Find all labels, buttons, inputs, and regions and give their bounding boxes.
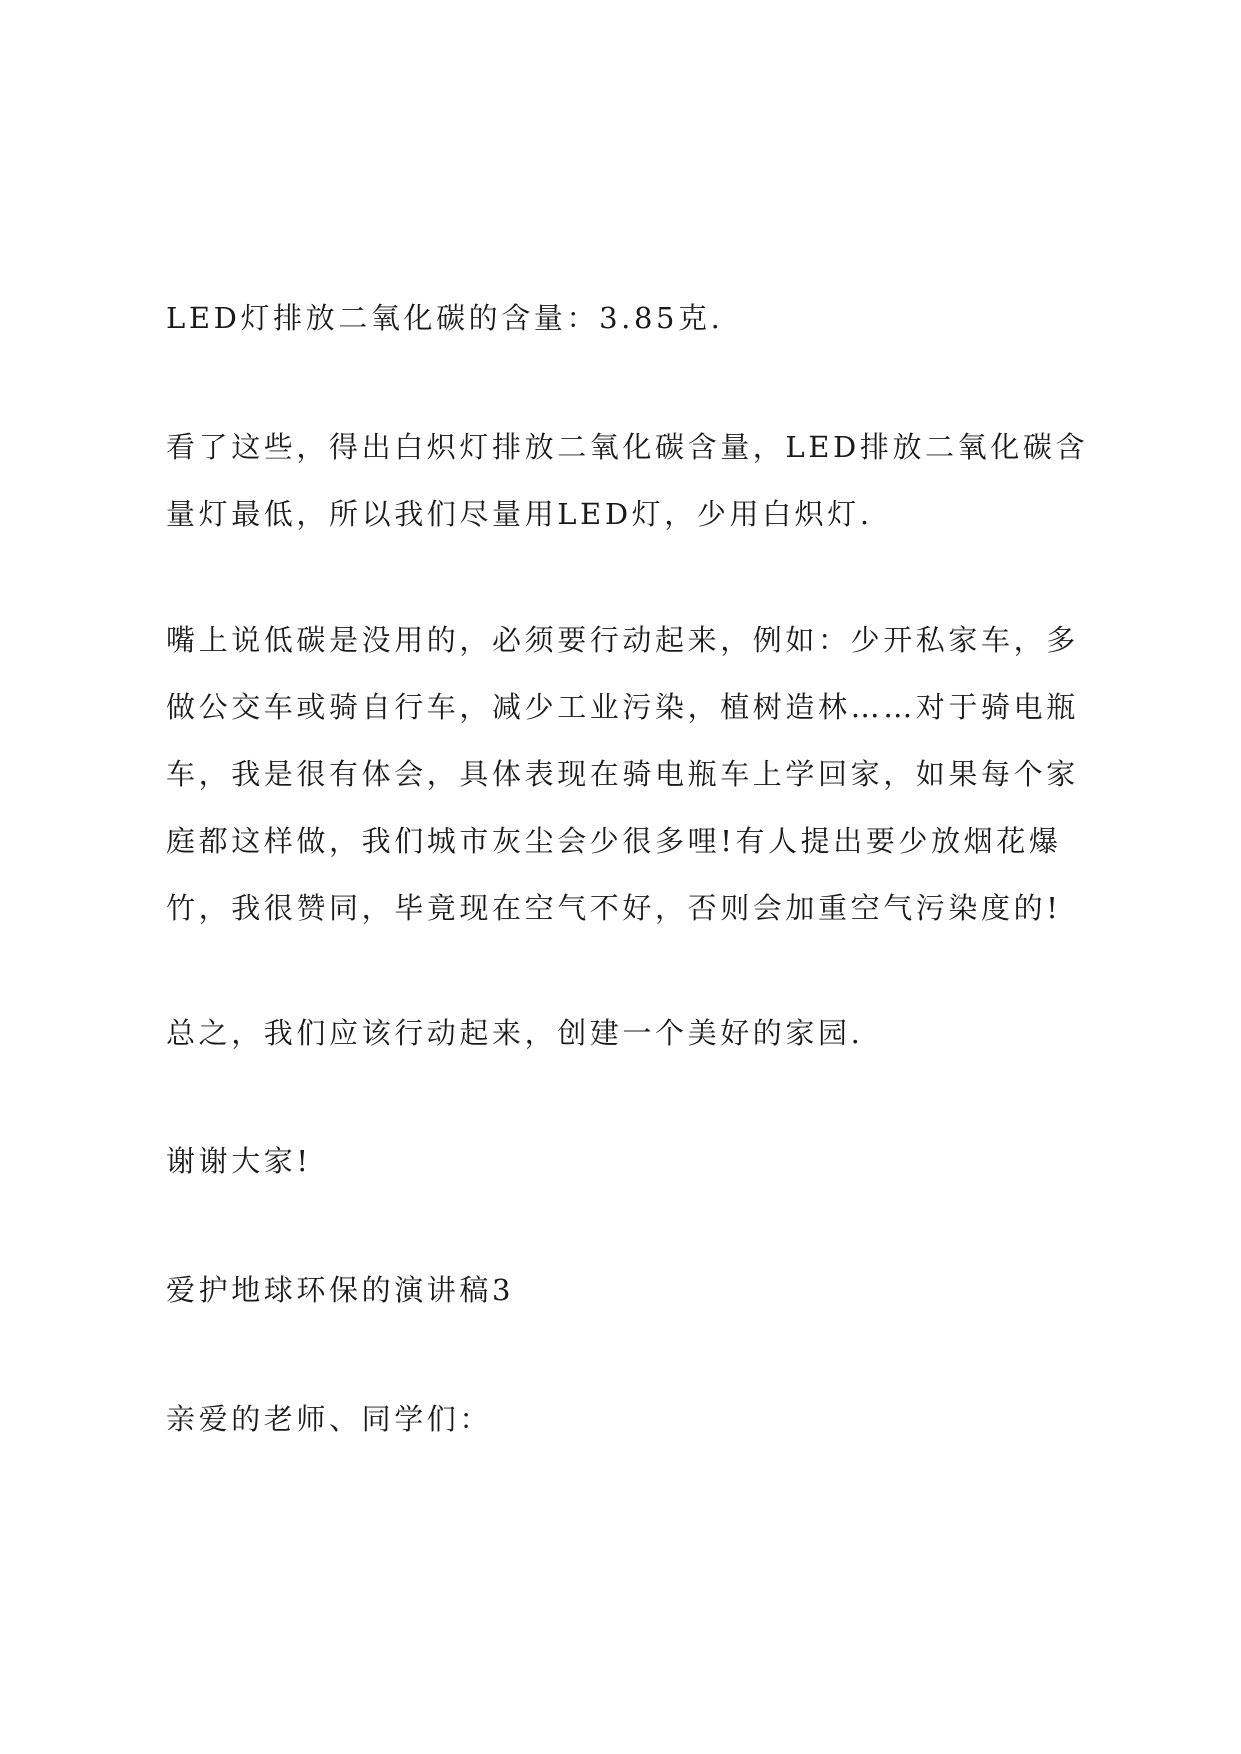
- text-line: 谢谢大家!: [166, 1144, 312, 1178]
- text-line: 车，我是很有体会，具体表现在骑电瓶车上学回家，如果每个家: [166, 757, 1079, 791]
- text-line: 亲爱的老师、同学们：: [166, 1402, 493, 1436]
- text-line: 庭都这样做，我们城市灰尘会少很多哩!有人提出要少放烟花爆: [166, 824, 1062, 858]
- paragraph-thanks: [166, 1128, 1096, 1195]
- text-line: 爱护地球环保的演讲稿3: [166, 1273, 515, 1307]
- section-heading: [166, 1257, 1096, 1324]
- text-line: 量灯最低，所以我们尽量用LED灯，少用白炽灯.: [166, 497, 873, 531]
- text-line: 看了这些，得出白炽灯排放二氧化碳含量，LED排放二氧化碳含: [166, 430, 1089, 464]
- text-line: 总之，我们应该行动起来，创建一个美好的家园.: [166, 1016, 864, 1050]
- text-line: 做公交车或骑自行车，减少工业污染，植树造林……对于骑电瓶: [166, 690, 1079, 724]
- paragraph-led-emission: [166, 285, 1096, 352]
- paragraph-conclusion-led: [166, 414, 1096, 548]
- paragraph-salutation: [166, 1386, 1096, 1453]
- paragraph-summary: [166, 1000, 1096, 1067]
- text-line: LED灯排放二氧化碳的含量：3.85克.: [166, 301, 724, 335]
- paragraph-take-action: [166, 607, 1096, 942]
- text-line: 嘴上说低碳是没用的，必须要行动起来，例如：少开私家车，多: [166, 623, 1079, 657]
- text-line: 竹，我很赞同，毕竟现在空气不好，否则会加重空气污染度的!: [166, 891, 1062, 925]
